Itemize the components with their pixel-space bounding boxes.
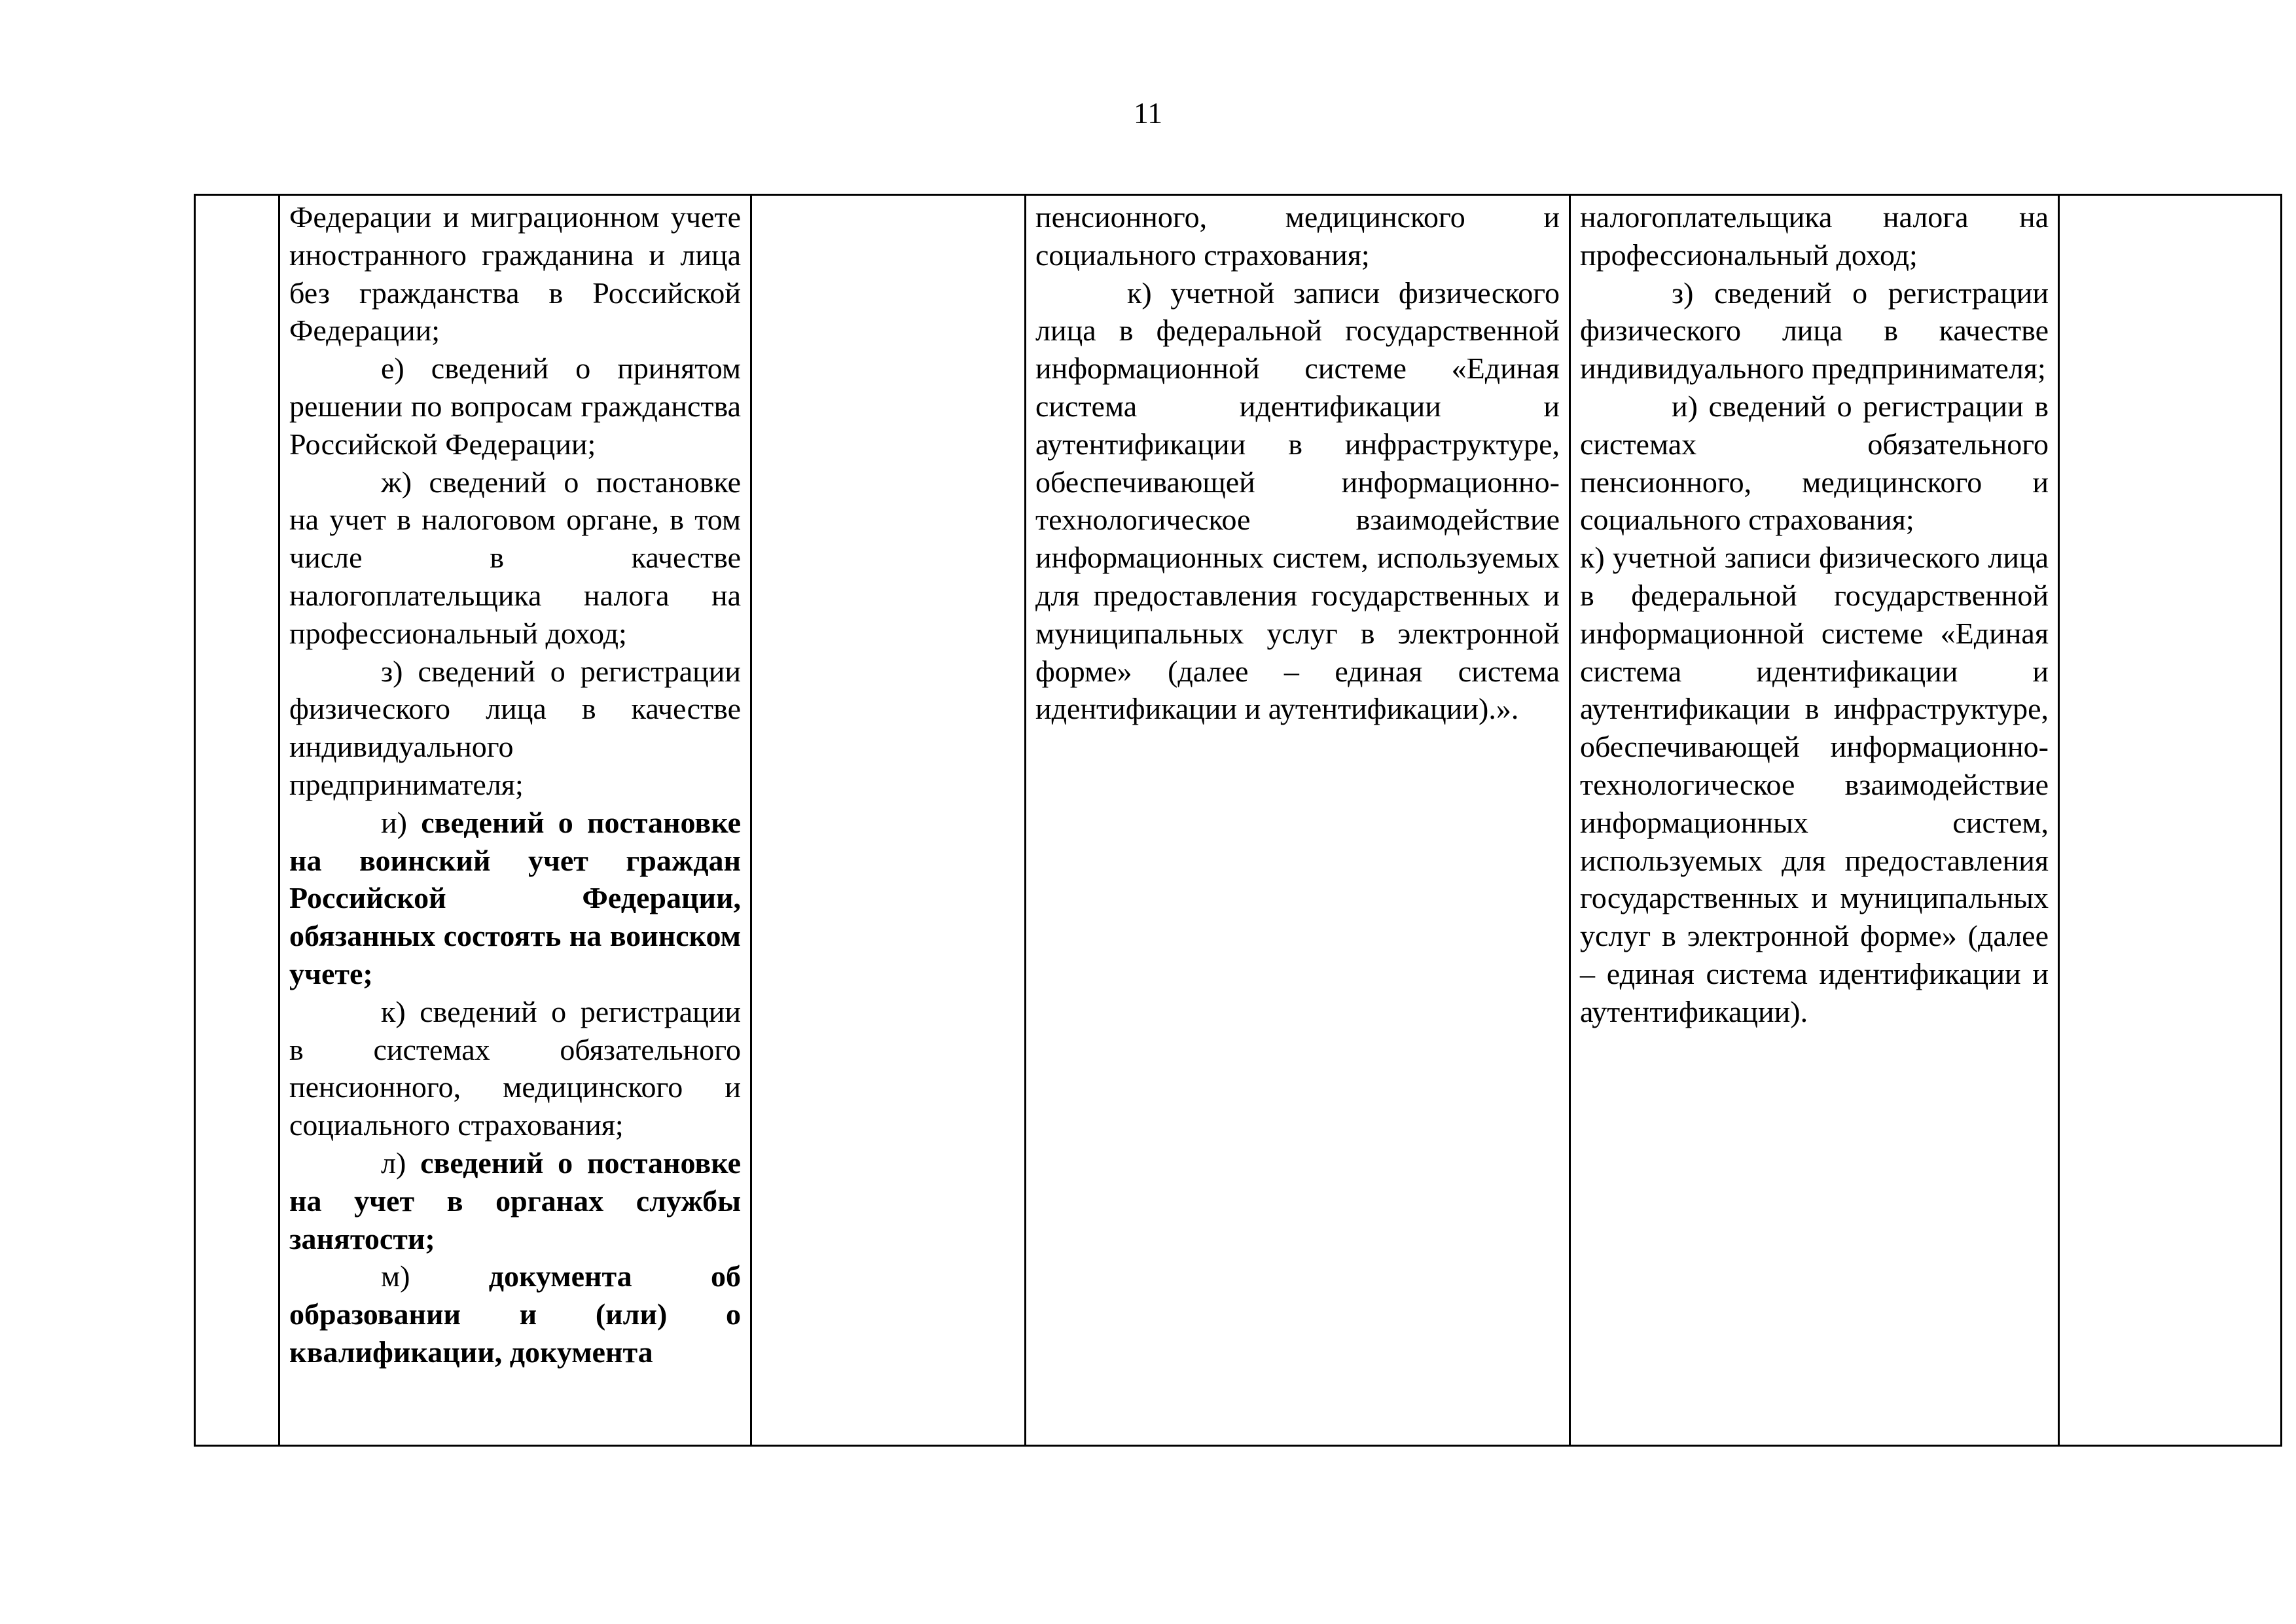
empty-cell-1 — [195, 195, 279, 1446]
item-prefix: л) — [381, 1146, 406, 1180]
page-number: 11 — [1133, 96, 1163, 130]
paragraph: з) сведений о регистрации физического лица в качестве индивидуального предпринимателя; — [1580, 276, 2049, 386]
final-text-cell — [1570, 195, 2059, 1446]
paragraph: е) сведений о принятом решении по вопросам гражданства Российской Федерации; — [289, 352, 741, 461]
empty-cell-3 — [751, 195, 1026, 1446]
paragraph: налогоплательщика налога на профессиональный доход; — [1580, 200, 2049, 272]
paragraph — [289, 804, 741, 993]
bold-text: документа об образовании и (или) о квалификации, документа — [289, 1259, 741, 1369]
paragraph: пенсионного, медицинского и социального страхования; — [1035, 200, 1560, 272]
paragraph — [289, 1144, 741, 1257]
current-text-cell — [279, 195, 751, 1446]
paragraph — [289, 1257, 741, 1371]
paragraph: к) сведений о регистрации в системах обязательного пенсионного, медицинского и социального страхования; — [289, 994, 741, 1142]
item-prefix: и) — [381, 805, 407, 839]
paragraph: Федерации и миграционном учете иностранного гражданина и лица без гражданства в Российской Федерации; — [289, 200, 741, 348]
table-row — [195, 195, 2282, 1446]
bold-text: сведений о постановке на воинский учет граждан Российской Федерации, обязанных состоять на воинском учете; — [289, 805, 741, 990]
paragraph: к) учетной записи физического лица в федеральной государственной информационной системе «Единая система идентификации и аутентификации в инфраструктуре, обеспечивающей информационно-технологическое взаимодействие информационных систем, используемых для предоставления государственных и муниципальных услуг в электронной форме» (далее – единая система идентификации и аутентификации).». — [1035, 276, 1560, 726]
paragraph: з) сведений о регистрации физического лица в качестве индивидуального предпринимателя; — [289, 654, 741, 801]
paragraph: к) учетной записи физического лица в федеральной государственной информационной системе «Единая система идентификации и аутентификации в инфраструктуре, обеспечивающей информационно-технологическое взаимодействие информационных систем, используемых для предоставления государственных и муниципальных услуг в электронной форме» (далее – единая система идентификации и аутентификации). — [1580, 541, 2049, 1028]
table-grid — [194, 194, 2282, 1447]
bold-text: сведений о постановке на учет в органах службы занятости; — [289, 1146, 741, 1255]
proposed-text-cell — [1026, 195, 1570, 1446]
empty-cell-6 — [2059, 195, 2282, 1446]
item-prefix: м) — [381, 1259, 410, 1293]
paragraph: и) сведений о регистрации в системах обязательного пенсионного, медицинского и социального страхования; — [1580, 389, 2049, 537]
paragraph: ж) сведений о постановке на учет в налоговом органе, в том числе в качестве налогоплательщика налога на профессиональный доход; — [289, 465, 741, 650]
comparison-table — [194, 194, 2269, 1447]
